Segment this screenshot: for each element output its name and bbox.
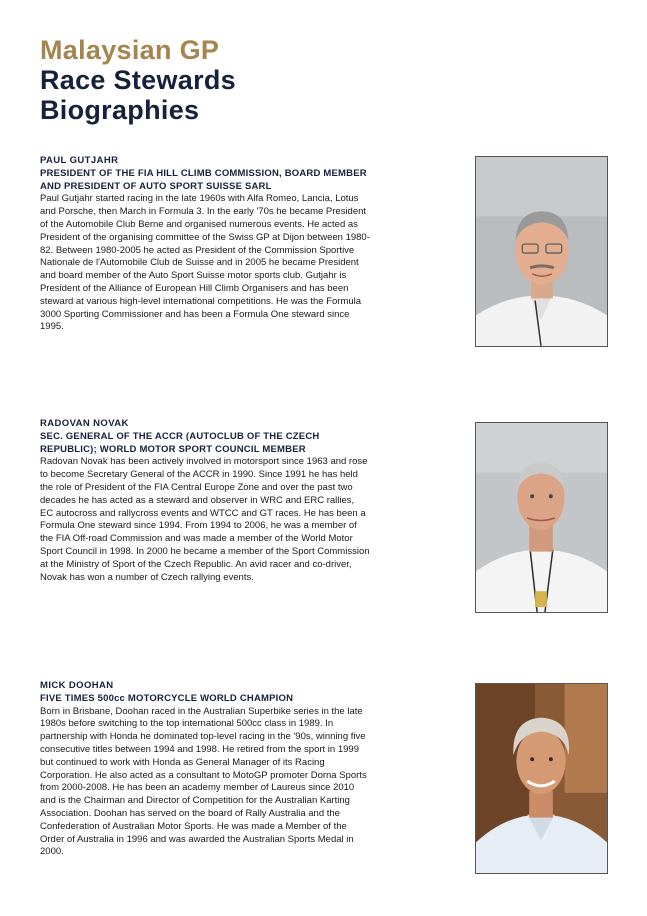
bio-paul-gutjahr <box>40 155 370 334</box>
portrait-image <box>476 157 607 346</box>
bio-mick-doohan <box>40 680 370 859</box>
bio-text: Born in Brisbane, Doohan raced in the Australian Superbike series in the late 1980s before switching to the top international 500cc class in 1989. In partnership with Honda he dominated top-level racing in the '90s, winning five consecutive titles between 1994 and 1998. He retired from the sport in 1999 but continued to work with Honda as General Manager of its Racing Corporation. He also acted as a consultant to MotoGP promoter Dorna Sports from 2000-2008. He has been an academy member of Laureus since 2010 and is the Chairman and Director of Competition for the Australian Karting Association. Doohan has served on the board of Rally Australia and the Confederation of Australian Motor Sports. He was made a Member of the Order of Australia in 1996 and was awarded the Australian Sports Medal in 2000. <box>40 705 367 858</box>
bio-radovan-novak <box>40 418 370 584</box>
bio-role: PRESIDENT OF THE FIA HILL CLIMB COMMISSION, BOARD MEMBER AND PRESIDENT OF AUTO SPORT SUISSE SARL <box>40 167 367 192</box>
portrait-photo-paul-gutjahr <box>475 156 608 347</box>
portrait-image <box>476 684 607 873</box>
bio-role: SEC. GENERAL OF THE ACCR (AUTOCLUB OF THE CZECH REPUBLIC); WORLD MOTOR SPORT COUNCIL MEMBER <box>40 430 320 455</box>
portrait-image <box>476 423 607 612</box>
bio-name: RADOVAN NOVAK <box>40 418 129 429</box>
title-subtitle: Race Stewards <box>40 65 236 95</box>
bio-text: Paul Gutjahr started racing in the late 1960s with Alfa Romeo, Lancia, Lotus and Porsche, then March in Formula 3. In the early '70s he became President of the Automobile Club Berne and organised numerous events. He acted as President of the organising committee of the Swiss GP at Dijon between 1980-82. Between 1980-2005 he acted as President of the Commission Sportive Nationale de l'Automobile Club de Suisse and in 2005 he became President and board member of the Auto Sport Suisse motor sports club. Gutjahr is President of the Alliance of European Hill Climb Organisers and has been steward at various high-level international competitions. He was the Formula 3000 Sporting Commissioner and has been a Formula One steward since 1995. <box>40 193 370 333</box>
page-title <box>40 35 236 125</box>
title-subtitle-2: Biographies <box>40 95 200 125</box>
title-event: Malaysian GP <box>40 35 220 65</box>
portrait-photo-radovan-novak <box>475 422 608 613</box>
bio-name: PAUL GUTJAHR <box>40 155 119 166</box>
bio-name: MICK DOOHAN <box>40 680 114 691</box>
bio-text: Radovan Novak has been actively involved in motorsport since 1963 and rose to become Secretary General of the ACCR in 1990. Since 1991 he has held the role of President of the FIA Central Europe Zone and over the past two decades he has acted as a steward and observer in WRC and ERC rallies, EC autocross and rallycross events and WTCC and GT races. He has been a Formula One steward since 1994. From 1994 to 2006, he was a member of the FIA Off-road Commission and was made a member of the World Motor Sport Council in 1998. In 2000 he became a member of the Sport Commission at the Ministry of Sport of the Czech Republic. An avid racer and co-driver, Novak has won a number of Czech rallying events. <box>40 456 370 583</box>
portrait-photo-mick-doohan <box>475 683 608 874</box>
bio-role: FIVE TIMES 500cc MOTORCYCLE WORLD CHAMPION <box>40 692 294 704</box>
